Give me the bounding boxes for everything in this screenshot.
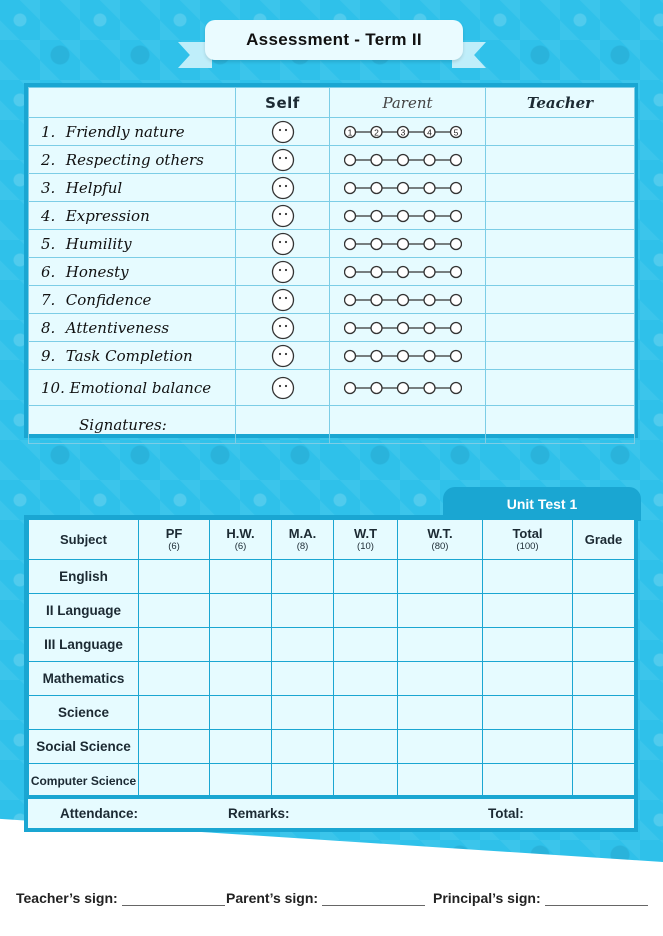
unit-test-tab: Unit Test 1: [443, 487, 641, 521]
signature-cell-teacher[interactable]: [486, 406, 635, 444]
trait-cell: [29, 230, 236, 258]
score-cell[interactable]: [139, 560, 210, 594]
column-label: M.A.: [288, 526, 317, 542]
trait-label: Humility: [65, 234, 132, 253]
rating-option-1[interactable]: [345, 294, 356, 305]
column-header: [29, 520, 139, 560]
principal-sign-label: Principal’s sign:: [433, 890, 541, 906]
column-label: Grade: [584, 531, 623, 547]
self-rating-cell: [236, 202, 330, 230]
subject-row: [29, 696, 635, 730]
teacher-sign-label: Teacher’s sign:: [16, 890, 118, 906]
signatures-row: [29, 406, 635, 444]
rating-option-4[interactable]: [424, 154, 435, 165]
score-cell[interactable]: [398, 696, 483, 730]
rating-option-5[interactable]: [451, 182, 462, 193]
teacher-rating-cell[interactable]: [486, 146, 635, 174]
score-cell[interactable]: [334, 764, 398, 798]
score-cell[interactable]: [573, 730, 635, 764]
rating-option-4[interactable]: [424, 350, 435, 361]
score-cell[interactable]: [210, 730, 272, 764]
score-cell[interactable]: [334, 730, 398, 764]
parent-rating-cell: [330, 230, 486, 258]
rating-option-2[interactable]: [371, 266, 382, 277]
summary-strip: [24, 799, 638, 832]
rating-scale: [344, 124, 462, 140]
teacher-rating-cell[interactable]: [486, 230, 635, 258]
rating-scale: [344, 180, 462, 196]
rating-number: 1: [347, 126, 353, 137]
subject-name: Science: [29, 696, 139, 730]
assessment-row: [29, 286, 635, 314]
teacher-sign-line: [122, 892, 225, 906]
score-cell[interactable]: [210, 696, 272, 730]
score-cell[interactable]: [573, 696, 635, 730]
subject-row: [29, 764, 635, 798]
rating-option-1[interactable]: [345, 154, 356, 165]
rating-option-2[interactable]: [371, 350, 382, 361]
score-cell[interactable]: [272, 628, 334, 662]
rating-option-1[interactable]: [345, 350, 356, 361]
rating-option-2[interactable]: [371, 210, 382, 221]
rating-option-2[interactable]: [371, 238, 382, 249]
total-label: Total:: [488, 806, 524, 821]
score-cell[interactable]: [573, 662, 635, 696]
score-cell[interactable]: [334, 560, 398, 594]
header-blank-cell: [29, 88, 236, 118]
parent-sign-line: [322, 892, 425, 906]
score-cell[interactable]: [272, 594, 334, 628]
rating-option-3[interactable]: [398, 350, 409, 361]
header-self: Self: [236, 88, 330, 118]
column-max-marks: (6): [234, 540, 247, 552]
rating-option-1[interactable]: [345, 322, 356, 333]
assessment-row: [29, 230, 635, 258]
parent-sign: [226, 890, 425, 906]
smiley-face-icon[interactable]: [271, 232, 295, 256]
smiley-face-icon[interactable]: [271, 148, 295, 172]
teacher-rating-cell[interactable]: [486, 118, 635, 146]
assessment-row: [29, 118, 635, 146]
column-header: [272, 520, 334, 560]
subject-row: [29, 560, 635, 594]
rating-scale: [344, 292, 462, 308]
score-cell[interactable]: [398, 560, 483, 594]
trait-cell: [29, 174, 236, 202]
trait-cell: [29, 202, 236, 230]
subject-name: Mathematics: [29, 662, 139, 696]
rating-option-1[interactable]: [345, 182, 356, 193]
smiley-face-icon[interactable]: [271, 260, 295, 284]
score-cell[interactable]: [272, 560, 334, 594]
trait-number: 7.: [41, 290, 56, 309]
score-cell[interactable]: [139, 730, 210, 764]
rating-option-5[interactable]: [451, 266, 462, 277]
rating-option-3[interactable]: [398, 210, 409, 221]
score-cell[interactable]: [398, 594, 483, 628]
column-max-marks: (10): [357, 540, 374, 552]
score-cell[interactable]: [483, 696, 573, 730]
score-cell[interactable]: [272, 764, 334, 798]
smiley-face-icon[interactable]: [271, 376, 295, 400]
trait-cell: [29, 146, 236, 174]
self-rating-cell: [236, 370, 330, 406]
score-cell[interactable]: [210, 594, 272, 628]
signature-lines: [0, 885, 663, 915]
rating-scale: [344, 236, 462, 252]
score-cell[interactable]: [139, 594, 210, 628]
column-max-marks: (6): [168, 540, 180, 552]
parent-rating-cell: [330, 286, 486, 314]
rating-option-1[interactable]: [345, 266, 356, 277]
rating-option-5[interactable]: [451, 350, 462, 361]
assessment-table: [24, 83, 638, 438]
trait-label: Honesty: [65, 262, 129, 281]
score-cell[interactable]: [139, 764, 210, 798]
smiley-face-icon[interactable]: [271, 344, 295, 368]
rating-option-4[interactable]: [424, 182, 435, 193]
trait-cell: [29, 342, 236, 370]
rating-option-5[interactable]: [451, 382, 462, 393]
subject-name: Social Science: [29, 730, 139, 764]
rating-option-5[interactable]: [451, 322, 462, 333]
subject-row: [29, 628, 635, 662]
rating-option-4[interactable]: [424, 294, 435, 305]
assessment-header-row: [29, 88, 635, 118]
rating-option-3[interactable]: [398, 238, 409, 249]
rating-option-4[interactable]: [424, 238, 435, 249]
trait-number: 4.: [41, 206, 56, 225]
rating-option-5[interactable]: [451, 294, 462, 305]
score-cell[interactable]: [483, 628, 573, 662]
column-label: H.W.: [226, 526, 255, 542]
smiley-face-icon[interactable]: [271, 176, 295, 200]
rating-option-1[interactable]: [345, 382, 356, 393]
teacher-rating-cell[interactable]: [486, 370, 635, 406]
rating-option-2[interactable]: [371, 182, 382, 193]
trait-number: 5.: [41, 234, 56, 253]
trait-label: Expression: [65, 206, 150, 225]
signature-cell-parent[interactable]: [330, 406, 486, 444]
parent-rating-cell: [330, 314, 486, 342]
assessment-row: [29, 202, 635, 230]
subject-name: Computer Science: [29, 764, 139, 798]
rating-option-3[interactable]: [398, 266, 409, 277]
score-cell[interactable]: [272, 662, 334, 696]
column-header: [573, 520, 635, 560]
subject-row: [29, 662, 635, 696]
score-cell[interactable]: [483, 764, 573, 798]
remarks-label: Remarks:: [228, 806, 290, 821]
column-label: W.T: [353, 526, 378, 542]
parent-rating-cell: [330, 258, 486, 286]
trait-number: 1.: [41, 122, 56, 141]
assessment-row: [29, 258, 635, 286]
column-header: [210, 520, 272, 560]
trait-label: Helpful: [65, 178, 123, 197]
smiley-face-icon[interactable]: [271, 120, 295, 144]
trait-label: Confidence: [65, 290, 152, 309]
rating-scale: [344, 320, 462, 336]
unit-test-table: [24, 515, 638, 799]
trait-cell: [29, 118, 236, 146]
rating-option-3[interactable]: [398, 322, 409, 333]
column-label: Subject: [60, 531, 107, 547]
parent-rating-cell: [330, 146, 486, 174]
score-cell[interactable]: [573, 594, 635, 628]
score-cell[interactable]: [139, 628, 210, 662]
score-cell[interactable]: [334, 662, 398, 696]
trait-number: 10.: [41, 378, 65, 397]
trait-label: Friendly nature: [65, 122, 185, 141]
parent-sign-label: Parent’s sign:: [226, 890, 319, 906]
score-cell[interactable]: [210, 560, 272, 594]
assessment-row: [29, 146, 635, 174]
assessment-row: [29, 314, 635, 342]
principal-sign: [433, 890, 648, 906]
score-cell[interactable]: [334, 696, 398, 730]
teacher-rating-cell[interactable]: [486, 314, 635, 342]
score-cell[interactable]: [483, 662, 573, 696]
score-cell[interactable]: [398, 662, 483, 696]
rating-option-5[interactable]: [451, 210, 462, 221]
trait-number: 2.: [41, 150, 56, 169]
score-cell[interactable]: [272, 730, 334, 764]
trait-number: 9.: [41, 346, 56, 365]
trait-label: Task Completion: [65, 346, 193, 365]
score-cell[interactable]: [210, 628, 272, 662]
trait-label: Respecting others: [65, 150, 204, 169]
assessment-row: [29, 174, 635, 202]
column-max-marks: (80): [431, 540, 449, 552]
smiley-face-icon[interactable]: [271, 316, 295, 340]
score-cell[interactable]: [573, 764, 635, 798]
attendance-label: Attendance:: [60, 806, 139, 821]
rating-option-2[interactable]: [371, 322, 382, 333]
rating-number: 2: [374, 126, 379, 137]
rating-option-3[interactable]: [398, 382, 409, 393]
score-cell[interactable]: [398, 730, 483, 764]
self-rating-cell: [236, 258, 330, 286]
column-max-marks: (100): [516, 540, 539, 552]
trait-number: 6.: [41, 262, 56, 281]
subject-name: English: [29, 560, 139, 594]
trait-cell: [29, 314, 236, 342]
trait-cell: [29, 258, 236, 286]
rating-option-5[interactable]: [451, 238, 462, 249]
rating-option-3[interactable]: [398, 182, 409, 193]
column-label: PF: [165, 526, 183, 542]
rating-option-2[interactable]: [371, 382, 382, 393]
rating-option-4[interactable]: [424, 322, 435, 333]
trait-cell: [29, 370, 236, 406]
rating-option-2[interactable]: [371, 294, 382, 305]
self-rating-cell: [236, 286, 330, 314]
rating-option-5[interactable]: [451, 154, 462, 165]
rating-option-4[interactable]: [424, 210, 435, 221]
score-cell[interactable]: [398, 628, 483, 662]
column-header: [334, 520, 398, 560]
unit-test-header-row: [29, 520, 635, 560]
score-cell[interactable]: [334, 628, 398, 662]
parent-rating-cell: [330, 118, 486, 146]
column-label: Total: [512, 526, 543, 542]
smiley-face-icon[interactable]: [271, 204, 295, 228]
score-cell[interactable]: [334, 594, 398, 628]
trait-number: 3.: [41, 178, 56, 197]
assessment-row: [29, 342, 635, 370]
rating-scale: [344, 208, 462, 224]
subject-name: III Language: [29, 628, 139, 662]
column-max-marks: (8): [296, 540, 309, 552]
principal-sign-line: [545, 892, 648, 906]
rating-option-4[interactable]: [424, 266, 435, 277]
score-cell[interactable]: [210, 662, 272, 696]
teacher-rating-cell[interactable]: [486, 174, 635, 202]
self-rating-cell: [236, 118, 330, 146]
self-rating-cell: [236, 174, 330, 202]
self-rating-cell: [236, 314, 330, 342]
subject-name: II Language: [29, 594, 139, 628]
teacher-rating-cell[interactable]: [486, 286, 635, 314]
score-cell[interactable]: [272, 696, 334, 730]
rating-scale: [344, 264, 462, 280]
rating-option-1[interactable]: [345, 210, 356, 221]
column-header: [398, 520, 483, 560]
rating-option-4[interactable]: [424, 382, 435, 393]
score-cell[interactable]: [139, 696, 210, 730]
score-cell[interactable]: [573, 560, 635, 594]
column-header: [139, 520, 210, 560]
score-cell[interactable]: [483, 560, 573, 594]
rating-option-3[interactable]: [398, 294, 409, 305]
rating-option-2[interactable]: [371, 154, 382, 165]
rating-number: 5: [453, 126, 459, 137]
parent-rating-cell: [330, 342, 486, 370]
parent-rating-cell: [330, 370, 486, 406]
column-label: W.T.: [427, 526, 453, 542]
rating-option-3[interactable]: [398, 154, 409, 165]
trait-cell: [29, 286, 236, 314]
trait-label: Emotional balance: [69, 378, 212, 397]
subject-row: [29, 730, 635, 764]
score-cell[interactable]: [483, 594, 573, 628]
parent-rating-cell: [330, 174, 486, 202]
signatures-label: Signatures:: [29, 406, 236, 444]
teacher-rating-cell[interactable]: [486, 202, 635, 230]
column-header: [483, 520, 573, 560]
rating-scale: [344, 152, 462, 168]
parent-rating-cell: [330, 202, 486, 230]
score-cell[interactable]: [573, 628, 635, 662]
teacher-sign: [16, 890, 225, 906]
self-rating-cell: [236, 230, 330, 258]
page-title: Assessment - Term II: [205, 20, 463, 60]
subject-row: [29, 594, 635, 628]
trait-label: Attentiveness: [65, 318, 170, 337]
header-teacher: Teacher: [486, 88, 635, 118]
teacher-rating-cell[interactable]: [486, 258, 635, 286]
signature-cell-self[interactable]: [236, 406, 330, 444]
assessment-row: [29, 370, 635, 406]
score-cell[interactable]: [483, 730, 573, 764]
rating-scale: [344, 348, 462, 364]
rating-number: 3: [400, 126, 406, 137]
rating-number: 4: [427, 126, 432, 137]
score-cell[interactable]: [398, 764, 483, 798]
self-rating-cell: [236, 146, 330, 174]
rating-scale: [344, 380, 462, 396]
teacher-rating-cell[interactable]: [486, 342, 635, 370]
header-parent: Parent: [330, 88, 486, 118]
smiley-face-icon[interactable]: [271, 288, 295, 312]
self-rating-cell: [236, 342, 330, 370]
trait-number: 8.: [41, 318, 56, 337]
rating-option-1[interactable]: [345, 238, 356, 249]
score-cell[interactable]: [210, 764, 272, 798]
score-cell[interactable]: [139, 662, 210, 696]
